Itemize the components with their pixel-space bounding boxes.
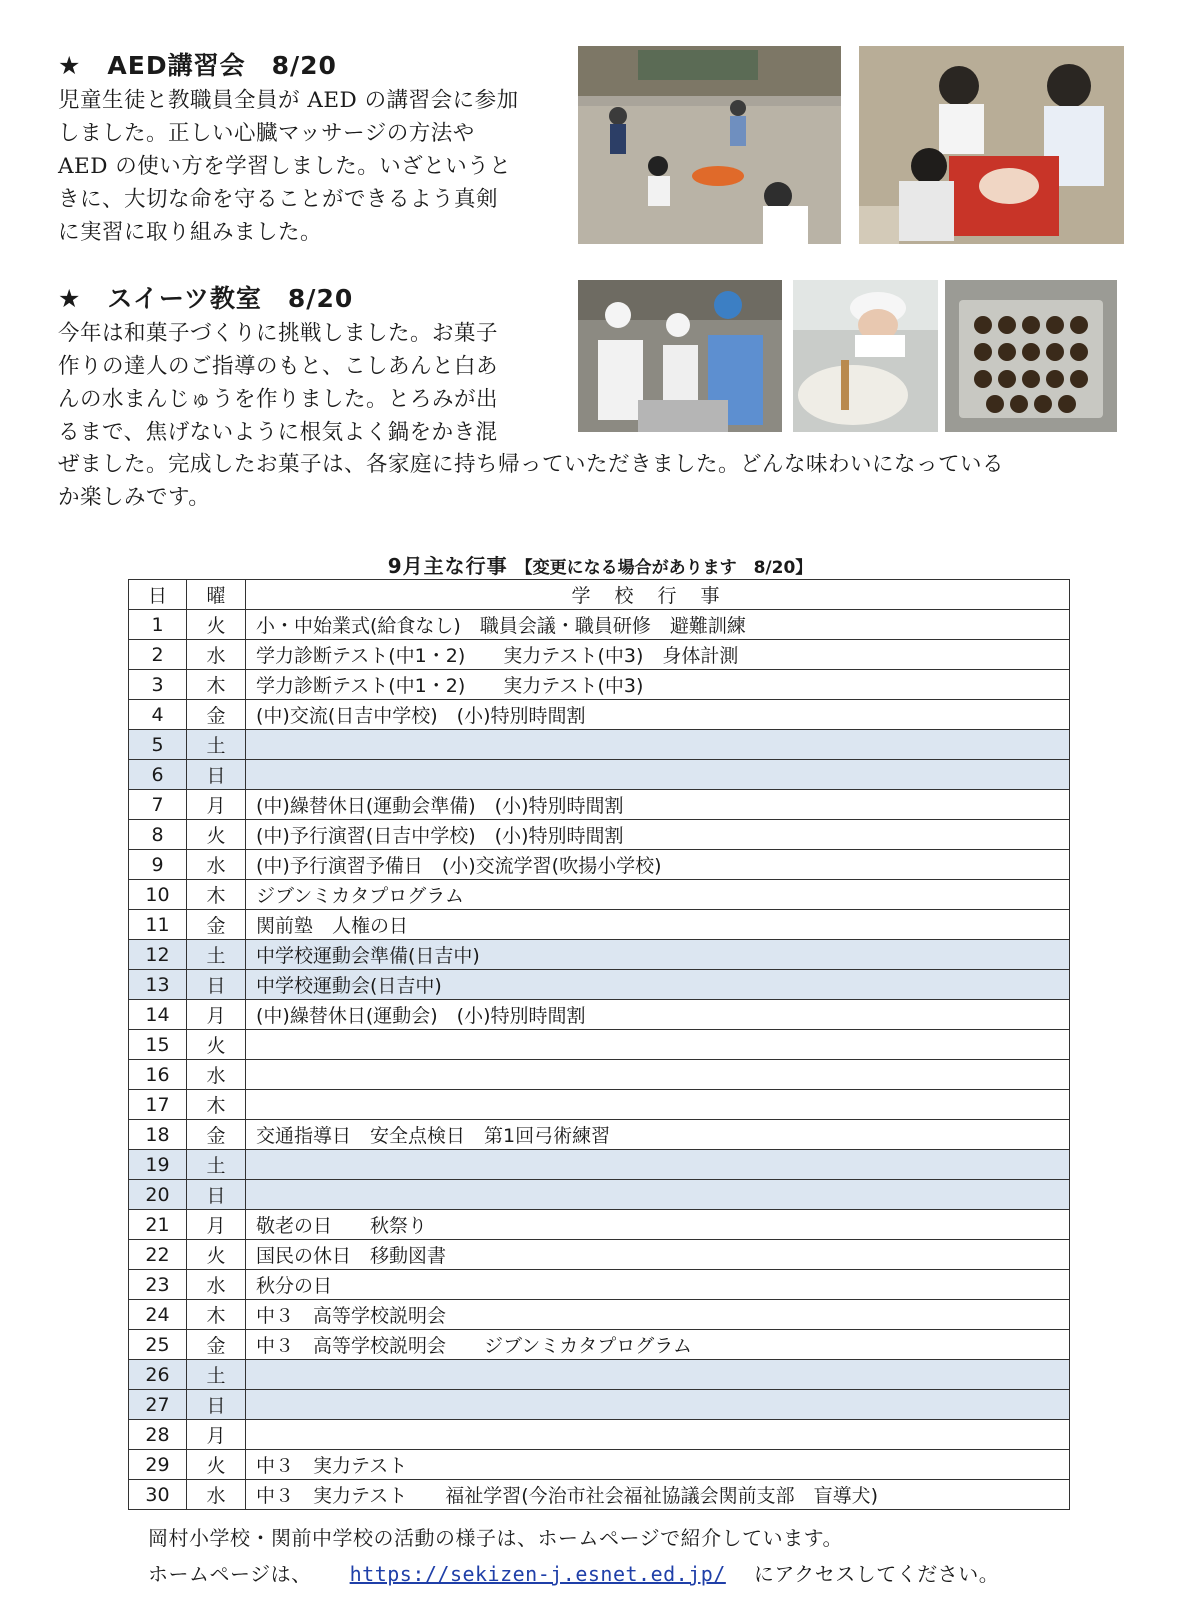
schedule-table: [128, 579, 1070, 1510]
sweets-body: [58, 317, 558, 449]
sweets-line: 作りの達人のご指導のもと、こしあんと白あ: [58, 354, 499, 379]
day-cell: 13: [129, 970, 187, 1000]
event-cell: 関前塾 人権の日: [246, 910, 1070, 940]
event-cell: ジブンミカタプログラム: [246, 880, 1070, 910]
weekday-cell: 水: [187, 1480, 246, 1510]
sweets-photo-manju: [945, 280, 1117, 432]
day-cell: 7: [129, 790, 187, 820]
weekday-cell: 火: [187, 820, 246, 850]
event-cell: [246, 1150, 1070, 1180]
table-row: [129, 1420, 1070, 1450]
table-row: [129, 940, 1070, 970]
day-cell: 9: [129, 850, 187, 880]
day-cell: 25: [129, 1330, 187, 1360]
aed-line: に実習に取り組みました。: [58, 220, 323, 245]
aed-section: [58, 50, 558, 249]
table-row: [129, 1300, 1070, 1330]
aed-photo-practice-image: [859, 46, 1124, 244]
weekday-cell: 月: [187, 1000, 246, 1030]
footer-suffix: にアクセスしてください。: [753, 1562, 1000, 1586]
event-cell: (中)繰替休日(運動会準備) (小)特別時間割: [246, 790, 1070, 820]
sweets-title: ★ スイーツ教室 8/20: [58, 284, 354, 313]
weekday-cell: 木: [187, 880, 246, 910]
event-cell: 国民の休日 移動図書: [246, 1240, 1070, 1270]
event-cell: [246, 1180, 1070, 1210]
sweets-photo-stirring-image: [793, 280, 938, 432]
weekday-cell: 金: [187, 1330, 246, 1360]
sweets-line: るまで、焦げないように根気よく鍋をかき混: [58, 420, 498, 445]
sweets-photo-kids-image: [578, 280, 782, 432]
event-cell: 中３ 実力テスト: [246, 1450, 1070, 1480]
table-row: [129, 1000, 1070, 1030]
event-cell: [246, 1390, 1070, 1420]
day-cell: 20: [129, 1180, 187, 1210]
day-cell: 27: [129, 1390, 187, 1420]
table-row: [129, 850, 1070, 880]
weekday-cell: 水: [187, 850, 246, 880]
aed-photo-gym-image: [578, 46, 841, 244]
table-row: [129, 1030, 1070, 1060]
event-cell: [246, 1360, 1070, 1390]
table-row: [129, 970, 1070, 1000]
table-row: [129, 1330, 1070, 1360]
day-cell: 10: [129, 880, 187, 910]
schedule-note: 【変更になる場合があります 8/20】: [515, 558, 813, 578]
weekday-cell: 火: [187, 1240, 246, 1270]
day-cell: 4: [129, 700, 187, 730]
table-row: [129, 1210, 1070, 1240]
aed-title: ★ AED講習会 8/20: [58, 51, 337, 80]
event-cell: 敬老の日 秋祭り: [246, 1210, 1070, 1240]
footer-line-2: [148, 1558, 999, 1587]
day-cell: 3: [129, 670, 187, 700]
table-row: [129, 1240, 1070, 1270]
table-row: [129, 1270, 1070, 1300]
day-cell: 24: [129, 1300, 187, 1330]
weekday-cell: 日: [187, 1180, 246, 1210]
table-row: [129, 910, 1070, 940]
event-cell: (中)予行演習予備日 (小)交流学習(吹揚小学校): [246, 850, 1070, 880]
day-cell: 12: [129, 940, 187, 970]
sweets-photo-stirring: [793, 280, 938, 432]
table-row: [129, 1480, 1070, 1510]
weekday-cell: 木: [187, 670, 246, 700]
event-cell: (中)交流(日吉中学校) (小)特別時間割: [246, 700, 1070, 730]
day-cell: 23: [129, 1270, 187, 1300]
table-row: [129, 820, 1070, 850]
day-cell: 17: [129, 1090, 187, 1120]
aed-photo-gym: [578, 46, 841, 244]
weekday-cell: 水: [187, 1060, 246, 1090]
day-cell: 15: [129, 1030, 187, 1060]
day-cell: 29: [129, 1450, 187, 1480]
event-cell: 小・中始業式(給食なし) 職員会議・職員研修 避難訓練: [246, 610, 1070, 640]
schedule-body: [129, 610, 1070, 1510]
header-event: 学校行事: [246, 580, 1070, 610]
day-cell: 6: [129, 760, 187, 790]
sweets-photo-kids: [578, 280, 782, 432]
schedule-caption: [0, 550, 1200, 579]
day-cell: 1: [129, 610, 187, 640]
weekday-cell: 日: [187, 970, 246, 1000]
day-cell: 16: [129, 1060, 187, 1090]
sweets-line: 今年は和菓子づくりに挑戦しました。お菓子: [58, 321, 499, 346]
footer-line-1: 岡村小学校・関前中学校の活動の様子は、ホームページで紹介しています。: [148, 1526, 843, 1550]
aed-line: AED の使い方を学習しました。いざというと: [58, 154, 512, 179]
aed-line: きに、大切な命を守ることができるよう真剣: [58, 187, 499, 212]
sweets-section: [58, 283, 558, 449]
sweets-line: んの水まんじゅうを作りました。とろみが出: [58, 387, 499, 412]
table-row: [129, 640, 1070, 670]
aed-line: 児童生徒と教職員全員が AED の講習会に参加: [58, 88, 519, 113]
day-cell: 11: [129, 910, 187, 940]
homepage-link[interactable]: https://sekizen-j.esnet.ed.jp/: [349, 1562, 726, 1586]
table-row: [129, 1090, 1070, 1120]
sweets-photo-manju-image: [945, 280, 1117, 432]
weekday-cell: 火: [187, 610, 246, 640]
table-header-row: [129, 580, 1070, 610]
day-cell: 18: [129, 1120, 187, 1150]
day-cell: 2: [129, 640, 187, 670]
day-cell: 30: [129, 1480, 187, 1510]
aed-body: [58, 84, 558, 249]
weekday-cell: 水: [187, 1270, 246, 1300]
header-weekday: 曜: [187, 580, 246, 610]
day-cell: 14: [129, 1000, 187, 1030]
event-cell: 中３ 実力テスト 福祉学習(今治市社会福祉協議会関前支部 盲導犬): [246, 1480, 1070, 1510]
table-row: [129, 880, 1070, 910]
event-cell: [246, 1090, 1070, 1120]
aed-line: しました。正しい心臓マッサージの方法や: [58, 121, 475, 146]
weekday-cell: 日: [187, 760, 246, 790]
sweets-body-wide: [58, 448, 1138, 514]
weekday-cell: 水: [187, 640, 246, 670]
aed-photo-practice: [859, 46, 1124, 244]
weekday-cell: 月: [187, 1420, 246, 1450]
header-day: 日: [129, 580, 187, 610]
table-row: [129, 700, 1070, 730]
day-cell: 26: [129, 1360, 187, 1390]
day-cell: 8: [129, 820, 187, 850]
day-cell: 5: [129, 730, 187, 760]
table-row: [129, 610, 1070, 640]
table-row: [129, 1360, 1070, 1390]
weekday-cell: 火: [187, 1450, 246, 1480]
weekday-cell: 土: [187, 1150, 246, 1180]
event-cell: 学力診断テスト(中1・2) 実力テスト(中3): [246, 670, 1070, 700]
event-cell: [246, 1420, 1070, 1450]
weekday-cell: 火: [187, 1030, 246, 1060]
event-cell: 学力診断テスト(中1・2) 実力テスト(中3) 身体計測: [246, 640, 1070, 670]
event-cell: [246, 760, 1070, 790]
weekday-cell: 土: [187, 730, 246, 760]
weekday-cell: 土: [187, 1360, 246, 1390]
sweets-line: か楽しみです。: [58, 485, 211, 510]
weekday-cell: 金: [187, 1120, 246, 1150]
day-cell: 21: [129, 1210, 187, 1240]
event-cell: [246, 730, 1070, 760]
event-cell: 中３ 高等学校説明会 ジブンミカタプログラム: [246, 1330, 1070, 1360]
event-cell: [246, 1030, 1070, 1060]
weekday-cell: 金: [187, 910, 246, 940]
weekday-cell: 木: [187, 1090, 246, 1120]
footer-prefix: ホームページは、: [148, 1562, 312, 1586]
table-row: [129, 1390, 1070, 1420]
event-cell: 秋分の日: [246, 1270, 1070, 1300]
schedule-title: 9月主な行事: [387, 554, 508, 578]
table-row: [129, 1120, 1070, 1150]
table-row: [129, 760, 1070, 790]
table-row: [129, 1150, 1070, 1180]
sweets-line: ぜました。完成したお菓子は、各家庭に持ち帰っていただきました。どんな味わいになっている: [58, 452, 1005, 477]
weekday-cell: 月: [187, 790, 246, 820]
weekday-cell: 日: [187, 1390, 246, 1420]
event-cell: 中学校運動会(日吉中): [246, 970, 1070, 1000]
event-cell: 中３ 高等学校説明会: [246, 1300, 1070, 1330]
table-row: [129, 790, 1070, 820]
table-row: [129, 730, 1070, 760]
table-row: [129, 1180, 1070, 1210]
event-cell: 交通指導日 安全点検日 第1回弓術練習: [246, 1120, 1070, 1150]
table-row: [129, 670, 1070, 700]
event-cell: 中学校運動会準備(日吉中): [246, 940, 1070, 970]
weekday-cell: 金: [187, 700, 246, 730]
table-row: [129, 1450, 1070, 1480]
day-cell: 19: [129, 1150, 187, 1180]
weekday-cell: 木: [187, 1300, 246, 1330]
event-cell: (中)繰替休日(運動会) (小)特別時間割: [246, 1000, 1070, 1030]
day-cell: 28: [129, 1420, 187, 1450]
event-cell: (中)予行演習(日吉中学校) (小)特別時間割: [246, 820, 1070, 850]
weekday-cell: 土: [187, 940, 246, 970]
event-cell: [246, 1060, 1070, 1090]
day-cell: 22: [129, 1240, 187, 1270]
table-row: [129, 1060, 1070, 1090]
weekday-cell: 月: [187, 1210, 246, 1240]
